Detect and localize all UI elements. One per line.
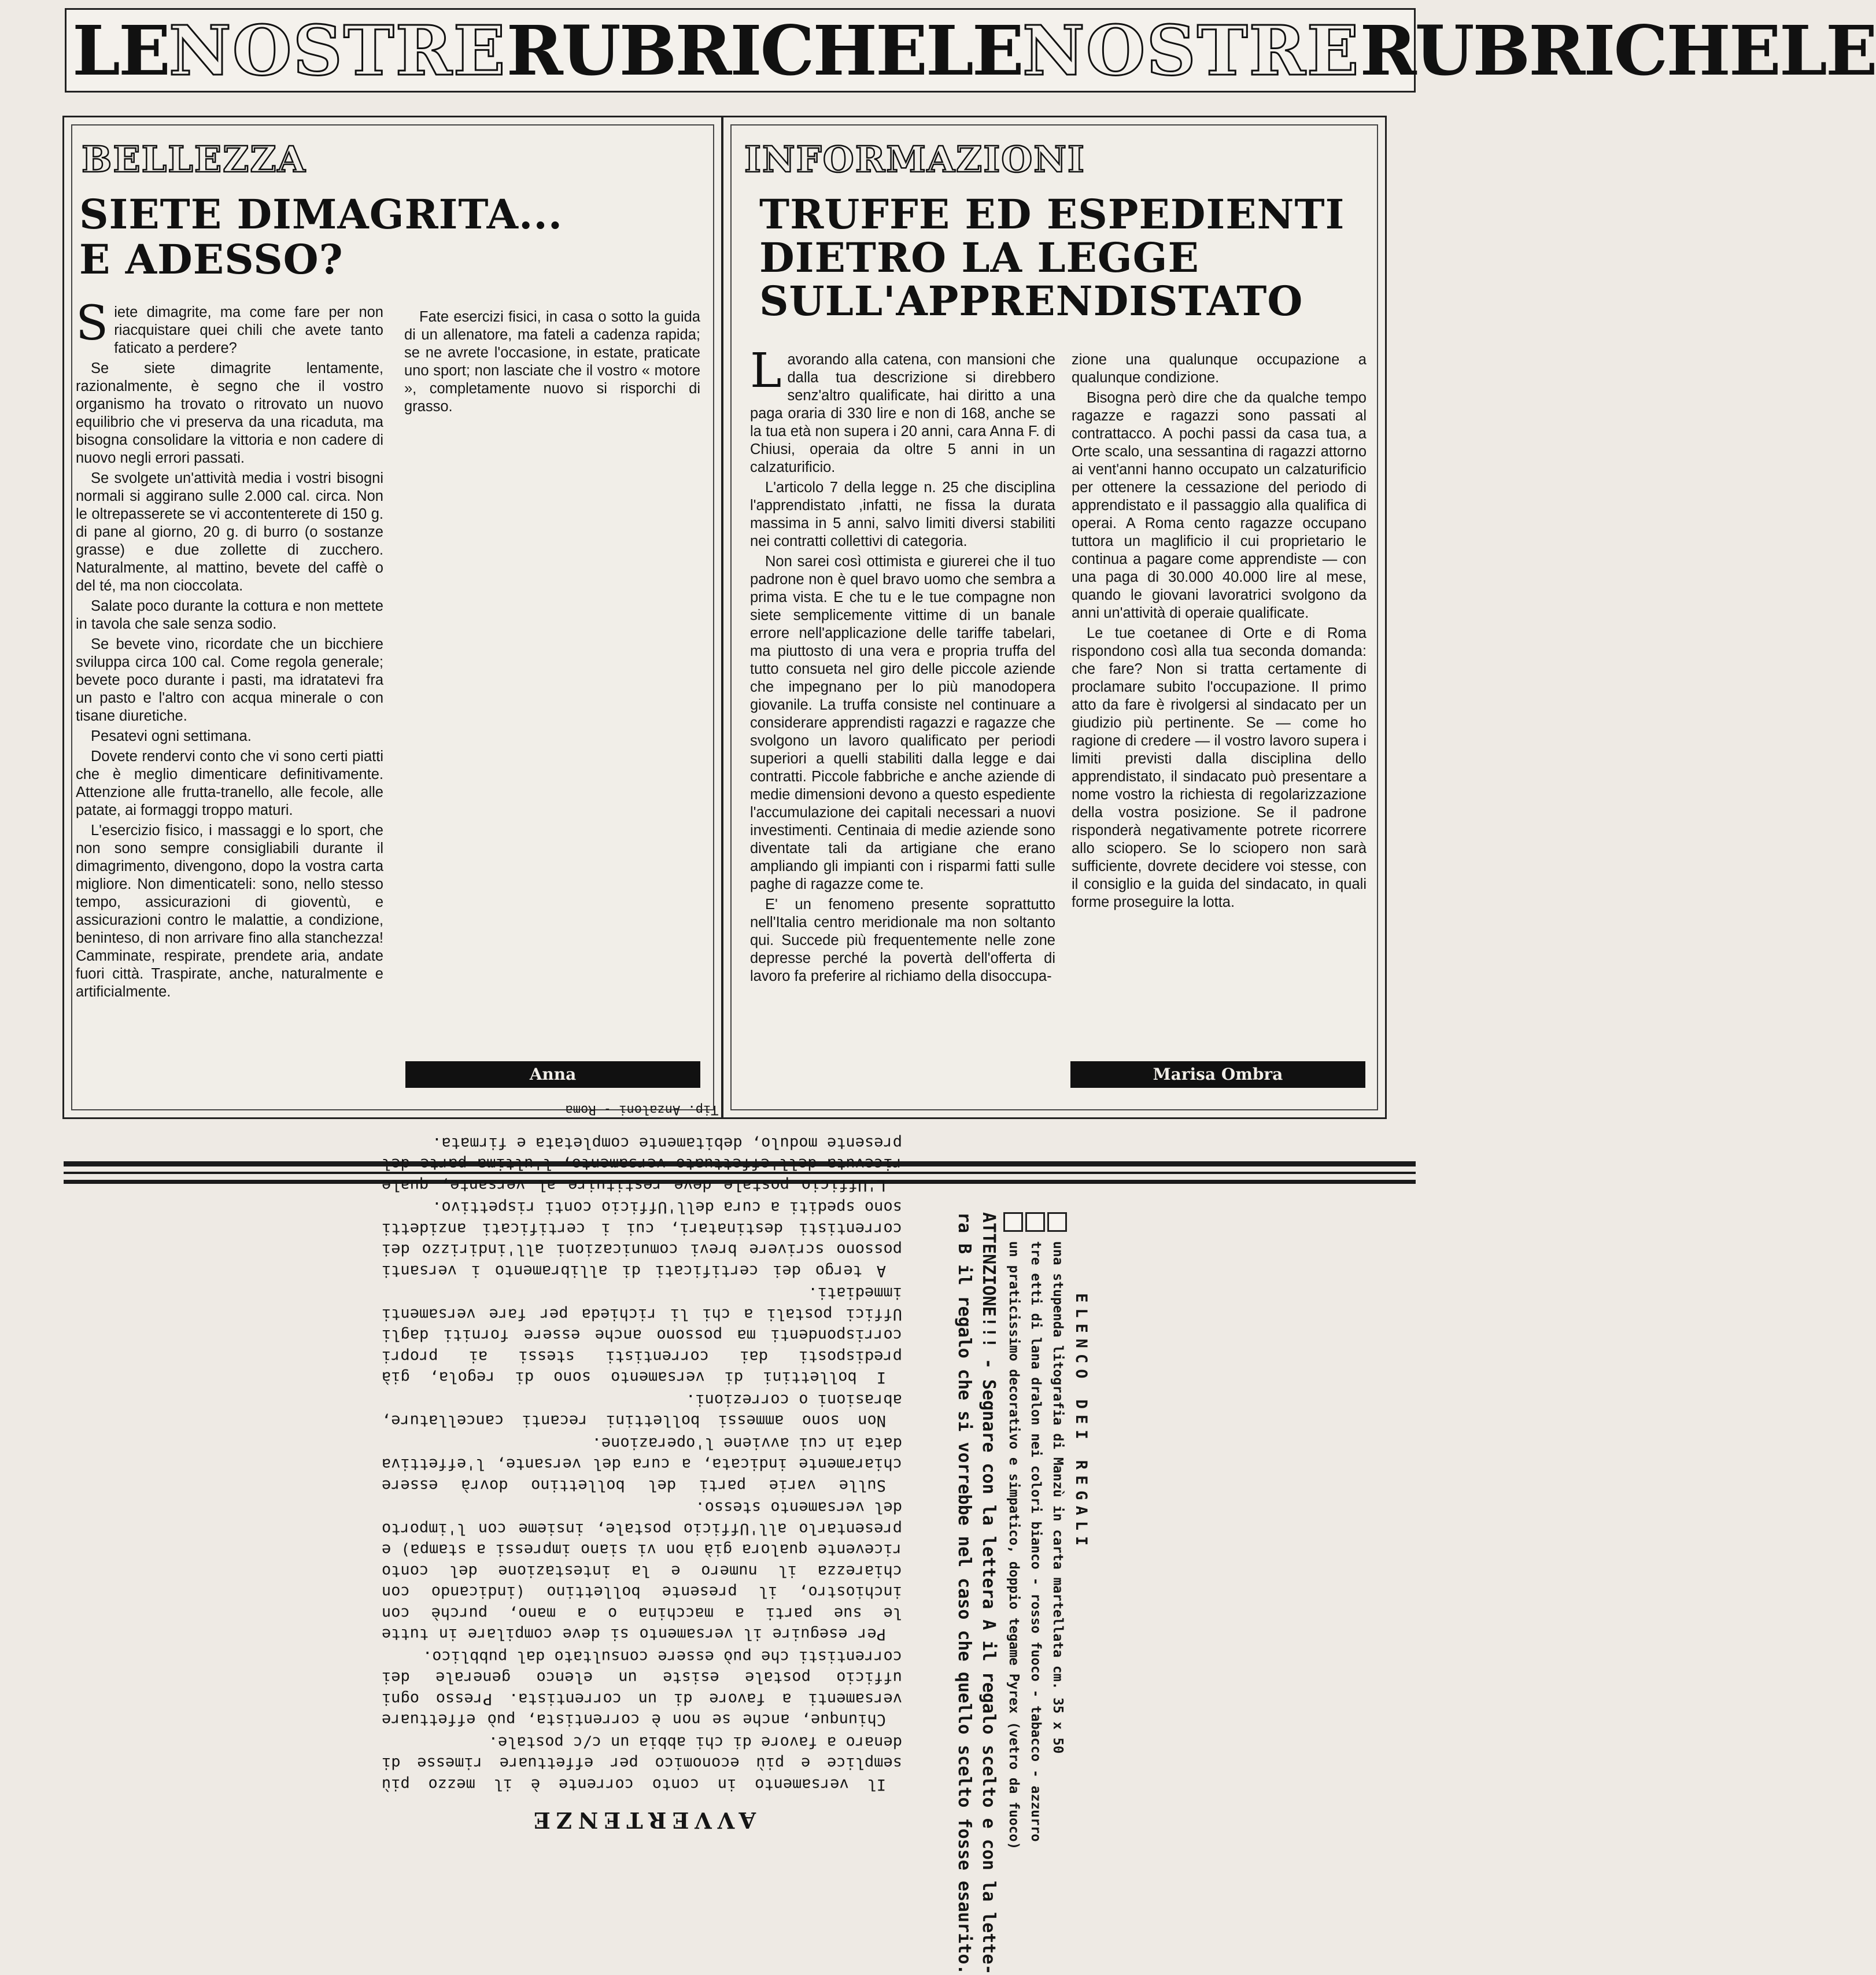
- gift-label: una stupenda litografia di Manzù in carta martellata cm. 35 x 50: [1050, 1241, 1065, 1754]
- printer-credit: Tip. Anzaloni - Roma: [565, 1102, 719, 1117]
- informazioni-section-label: INFORMAZIONI: [744, 138, 1085, 180]
- paragraph: Sulle varie parti del bollettino dovrà essere chiaramente indicata, a cura del versante, l'effettiva data in cui avviene l'operazione.: [382, 1434, 902, 1494]
- informazioni-headline-line2: DIETRO LA LEGGE: [759, 234, 1199, 282]
- paragraph: Dovete rendervi conto che vi sono certi piatti che è meglio dimenticare definitivamente. Attenzione alle frutta-tranello, alle fecole, alle patate, ai formaggi troppo maturi.: [76, 748, 383, 818]
- gifts-attention-line1: ATTENZIONE!!! - Segnare con la lettera A il regalo scelto e con la lette-: [978, 1212, 999, 1975]
- banner-word: RUBRICHE: [1360, 10, 1779, 91]
- gift-option: [1003, 1212, 1025, 1850]
- bellezza-headline-line2: E ADESSO?: [79, 235, 344, 283]
- bellezza-article: [62, 116, 723, 1119]
- bellezza-dropcap: S: [76, 296, 109, 351]
- paragraph: L'esercizio fisico, i massaggi e lo sport, che non sono sempre consigliabili durante il dimagrimento, divengono, dopo la vostra carta migliore. Non dimenticateli: sono, nello stesso tempo, assicurazioni di gioventù, e assicurazioni contro le malattie, a condizione, beninteso, di non arrivare fino alla stanchezza! Camminate, respirate, prendete aria, andate fuori città. Traspirate, anche, naturalmente e artificialmente.: [76, 822, 383, 1000]
- paragraph: Il versamento in conto corrente è il mezzo più semplice e più economico per effettuare rimesse di denaro a favore di chi abbia un c/c postale.: [382, 1733, 902, 1793]
- paragraph: A tergo dei certificati di allibramento i versanti possono scrivere brevi comunicazioni all'indirizzo dei correntisti destinatari, cui i certificati anzidetti sono spediti a cura dell'Ufficio conti rispettivo.: [382, 1198, 902, 1280]
- banner-word: RUBRICHE: [506, 10, 926, 91]
- paragraph: Pesatevi ogni settimana.: [91, 728, 252, 744]
- paragraph: L'Ufficio postale deve restituire al versante, quale ricevuta dell'effettuato versamento, l'ultima parte del presente modulo, debitamente completata e firmata.: [382, 1134, 902, 1194]
- paragraph: Se siete dimagrite lentamente, razionalmente, è segno che il vostro organismo ha trovato o ritrovato un nuovo equilibrio che vi preserva da una ricaduta, ma bisogna consolidare la vittoria e non cadere di nuovo negli errori passati.: [76, 360, 383, 466]
- paragraph: L'articolo 7 della legge n. 25 che disciplina l'apprendistato ,infatti, ne fissa la durata massima in 5 anni, salvo limiti diversi stabiliti nei contratti collettivi di categoria.: [750, 479, 1055, 549]
- bellezza-signature: Anna: [405, 1061, 700, 1088]
- paragraph: Fate esercizi fisici, in casa o sotto la guida di un allenatore, ma fateli a cadenza rapida; se ne avrete l'occasione, in estate, praticate uno sport; non lasciate che il vostro « motore », completamente nuovo si risporchi di grasso.: [404, 309, 700, 415]
- banner-word: LE: [1779, 10, 1876, 91]
- gifts-block: [943, 1212, 1093, 1975]
- informazioni-headline-line1: TRUFFE ED ESPEDIENTI: [759, 190, 1345, 238]
- gift-label: tre etti di lana dralon nei colori bianco - rosso fuoco - tabacco - azzurro: [1028, 1241, 1043, 1842]
- banner-word: NOSTRE: [168, 10, 507, 91]
- paragraph: Non sarei così ottimista e giurerei che il tuo padrone non è quel bravo uomo che sembra a prima vista. E che tu e le tue compagne non siete semplicemente vittime di un banale errore nell'applicazione delle tariffe tabelari, ma piuttosto di una vera e propria truffa del tutto consueta nel giro delle piccole aziende che impegnano per lo più manodopera giovanile. La truffa consiste nel continuare a considerare apprendisti ragazzi e ragazze che svolgono un lavoro qualificato per periodi superiori a quelli stabiliti dalla legge e dai contratti. Piccole fabbriche e anche aziende di medie dimensioni devono a questo espediente l'accumulazione dei capitali necessari a nuovi investimenti. Centinaia di medie aziende sono diventate tali da artigiane che erano ampliando gli impianti con i risparmi fatti sulle paghe di ragazze come te.: [750, 553, 1055, 892]
- informazioni-column-1: [750, 344, 1055, 988]
- paragraph: zione una qualunque occupazione a qualunque condizione.: [1072, 352, 1367, 386]
- paragraph: I bollettini di versamento sono di regola, già predisposti dai correntisti stessi ai propri corrispondenti ma possono anche essere forniti dagli Uffici postali a chi li richieda per fare versamenti immediati.: [382, 1284, 902, 1387]
- bellezza-column-2: [404, 308, 700, 418]
- bellezza-section-label: BELLEZZA: [82, 138, 306, 180]
- avvertenze-text: [382, 1132, 902, 1795]
- gifts-attention-line2: ra B il regalo che si vorrebbe nel caso che quello scelto fosse esaurito.: [954, 1212, 974, 1975]
- paragraph: Chiunque, anche se non è correntista, può effettuare versamenti a favore di un correntista. Presso ogni ufficio postale esiste un elenco generale dei correntisti che può essere consultato dal pubblico.: [382, 1648, 902, 1729]
- paragraph: Non sono ammessi bollettini recanti cancellature, abrasioni o correzioni.: [382, 1391, 902, 1430]
- informazioni-column-2: [1072, 351, 1367, 914]
- informazioni-headline-line3: SULL'APPRENDISTATO: [759, 277, 1303, 325]
- avvertenze-block: [382, 1102, 902, 1833]
- informazioni-article: [722, 116, 1387, 1119]
- informazioni-signature: Marisa Ombra: [1070, 1061, 1365, 1088]
- paragraph: Se svolgete un'attività media i vostri bisogni normali si aggirano sulle 2.000 cal. circa. Non le oltrepasserete se vi accontenterete di 150 g. di pane al giorno, 20 g. di burro (o sostanze grasse) e due zollette di zucchero. Naturalmente, al mattino, bevete del caffè o del té, ma non cioccolata.: [76, 470, 383, 594]
- paragraph: Le tue coetanee di Orte e di Roma rispondono così alla tua seconda domanda: che fare? Non si tratta certamente di proclamare subito l'occupazione. Il primo atto da fare è rivolgersi al sindacato per un giudizio più pertinente. Se — come ho ragione di credere — il vostro lavoro supera i limiti previsti dalla disciplina dello apprendistato, il sindacato può presentare a nome vostro la richiesta di regolarizzazione della vostra posizione. Se il padrone risponderà negativamente potrete ricorrere allo sciopero. Se lo sciopero non sarà sufficiente, dovrete decidere voi stesse, con il consiglio e la guida del sindacato, in quali forme proseguire la lotta.: [1072, 625, 1367, 910]
- avvertenze-title: AVVERTENZE: [527, 1807, 756, 1833]
- banner-word: LE: [925, 10, 1022, 91]
- banner-word: LE: [72, 10, 169, 91]
- gift-checkbox[interactable]: [1004, 1212, 1024, 1232]
- gift-checkbox[interactable]: [1048, 1212, 1068, 1232]
- section-banner: [65, 8, 1876, 93]
- paragraph: E' un fenomeno presente soprattutto nell'Italia centro meridionale ma non soltanto qui. Succede più frequentemente nelle zone depresse perché la povertà dell'offerta di lavoro fa preferire al richiamo della disoccupa-: [750, 896, 1055, 984]
- paragraph: Salate poco durante la cottura e non mettete in tavola che sale senza sodio.: [76, 598, 383, 632]
- bellezza-column-1: [76, 296, 383, 1003]
- paragraph: Per eseguire il versamento si deve compilare in tutte le sue parti a macchina o a mano, purchè con inchiostro, il presente bollettino (indicando con chiarezza il numero e la intestazione del conto ricevente qualora già non vi siano impressi a stampa) e presentarlo all'Ufficio postale, insieme con l'importo del versamento stesso.: [382, 1498, 902, 1644]
- gift-label: un praticissimo decorativo e simpatico, doppio tegame Pyrex (vetro da fuoco): [1006, 1241, 1021, 1850]
- informazioni-dropcap: L: [750, 344, 782, 398]
- gift-option: [1047, 1212, 1069, 1825]
- paragraph: Bisogna però dire che da qualche tempo ragazze e ragazzi sono passati al contrattacco. A pochi passi da casa tua, a Orte scalo, una sessantina di ragazzi attorno ai vent'anni hanno occupato un calzaturificio per ottenere la cessazione del periodo di apprendistato e il passaggio alla qualifica di operai. A Roma cento ragazze occupano tuttora un maglificio il cui proprietario le continua a pagare come apprendiste — con una paga di 30.000 40.000 lire al mese, quando le giovani lavoratrici svolgono da anni un'attività di operaie qualificate.: [1072, 390, 1367, 621]
- gifts-title: ELENCO DEI REGALI: [1072, 1293, 1090, 1552]
- banner-word: NOSTRE: [1022, 10, 1360, 91]
- paragraph: avorando alla catena, con mansioni che dalla tua descrizione si direbbero senz'altro qualificate, hai diritto a una paga oraria di 330 lire e non di 168, anche se la tua età non supera i 20 anni, cara Anna F. di Chiusi, operaia da oltre 5 anni in un calzaturificio.: [750, 352, 1055, 475]
- paragraph: Se bevete vino, ricordate che un bicchiere sviluppa circa 100 cal. Come regola generale; bevete poco durante i pasti, ma idratatevi fra un pasto e l'altro con acqua minerale o con tisane diuretiche.: [76, 636, 383, 724]
- gift-checkbox[interactable]: [1026, 1212, 1046, 1232]
- gift-option: [1025, 1212, 1047, 1842]
- paragraph: iete dimagrite, ma come fare per non riacquistare quei chili che avete tanto faticato a perdere?: [114, 304, 383, 356]
- bellezza-headline-line1: SIETE DIMAGRITA...: [79, 190, 563, 238]
